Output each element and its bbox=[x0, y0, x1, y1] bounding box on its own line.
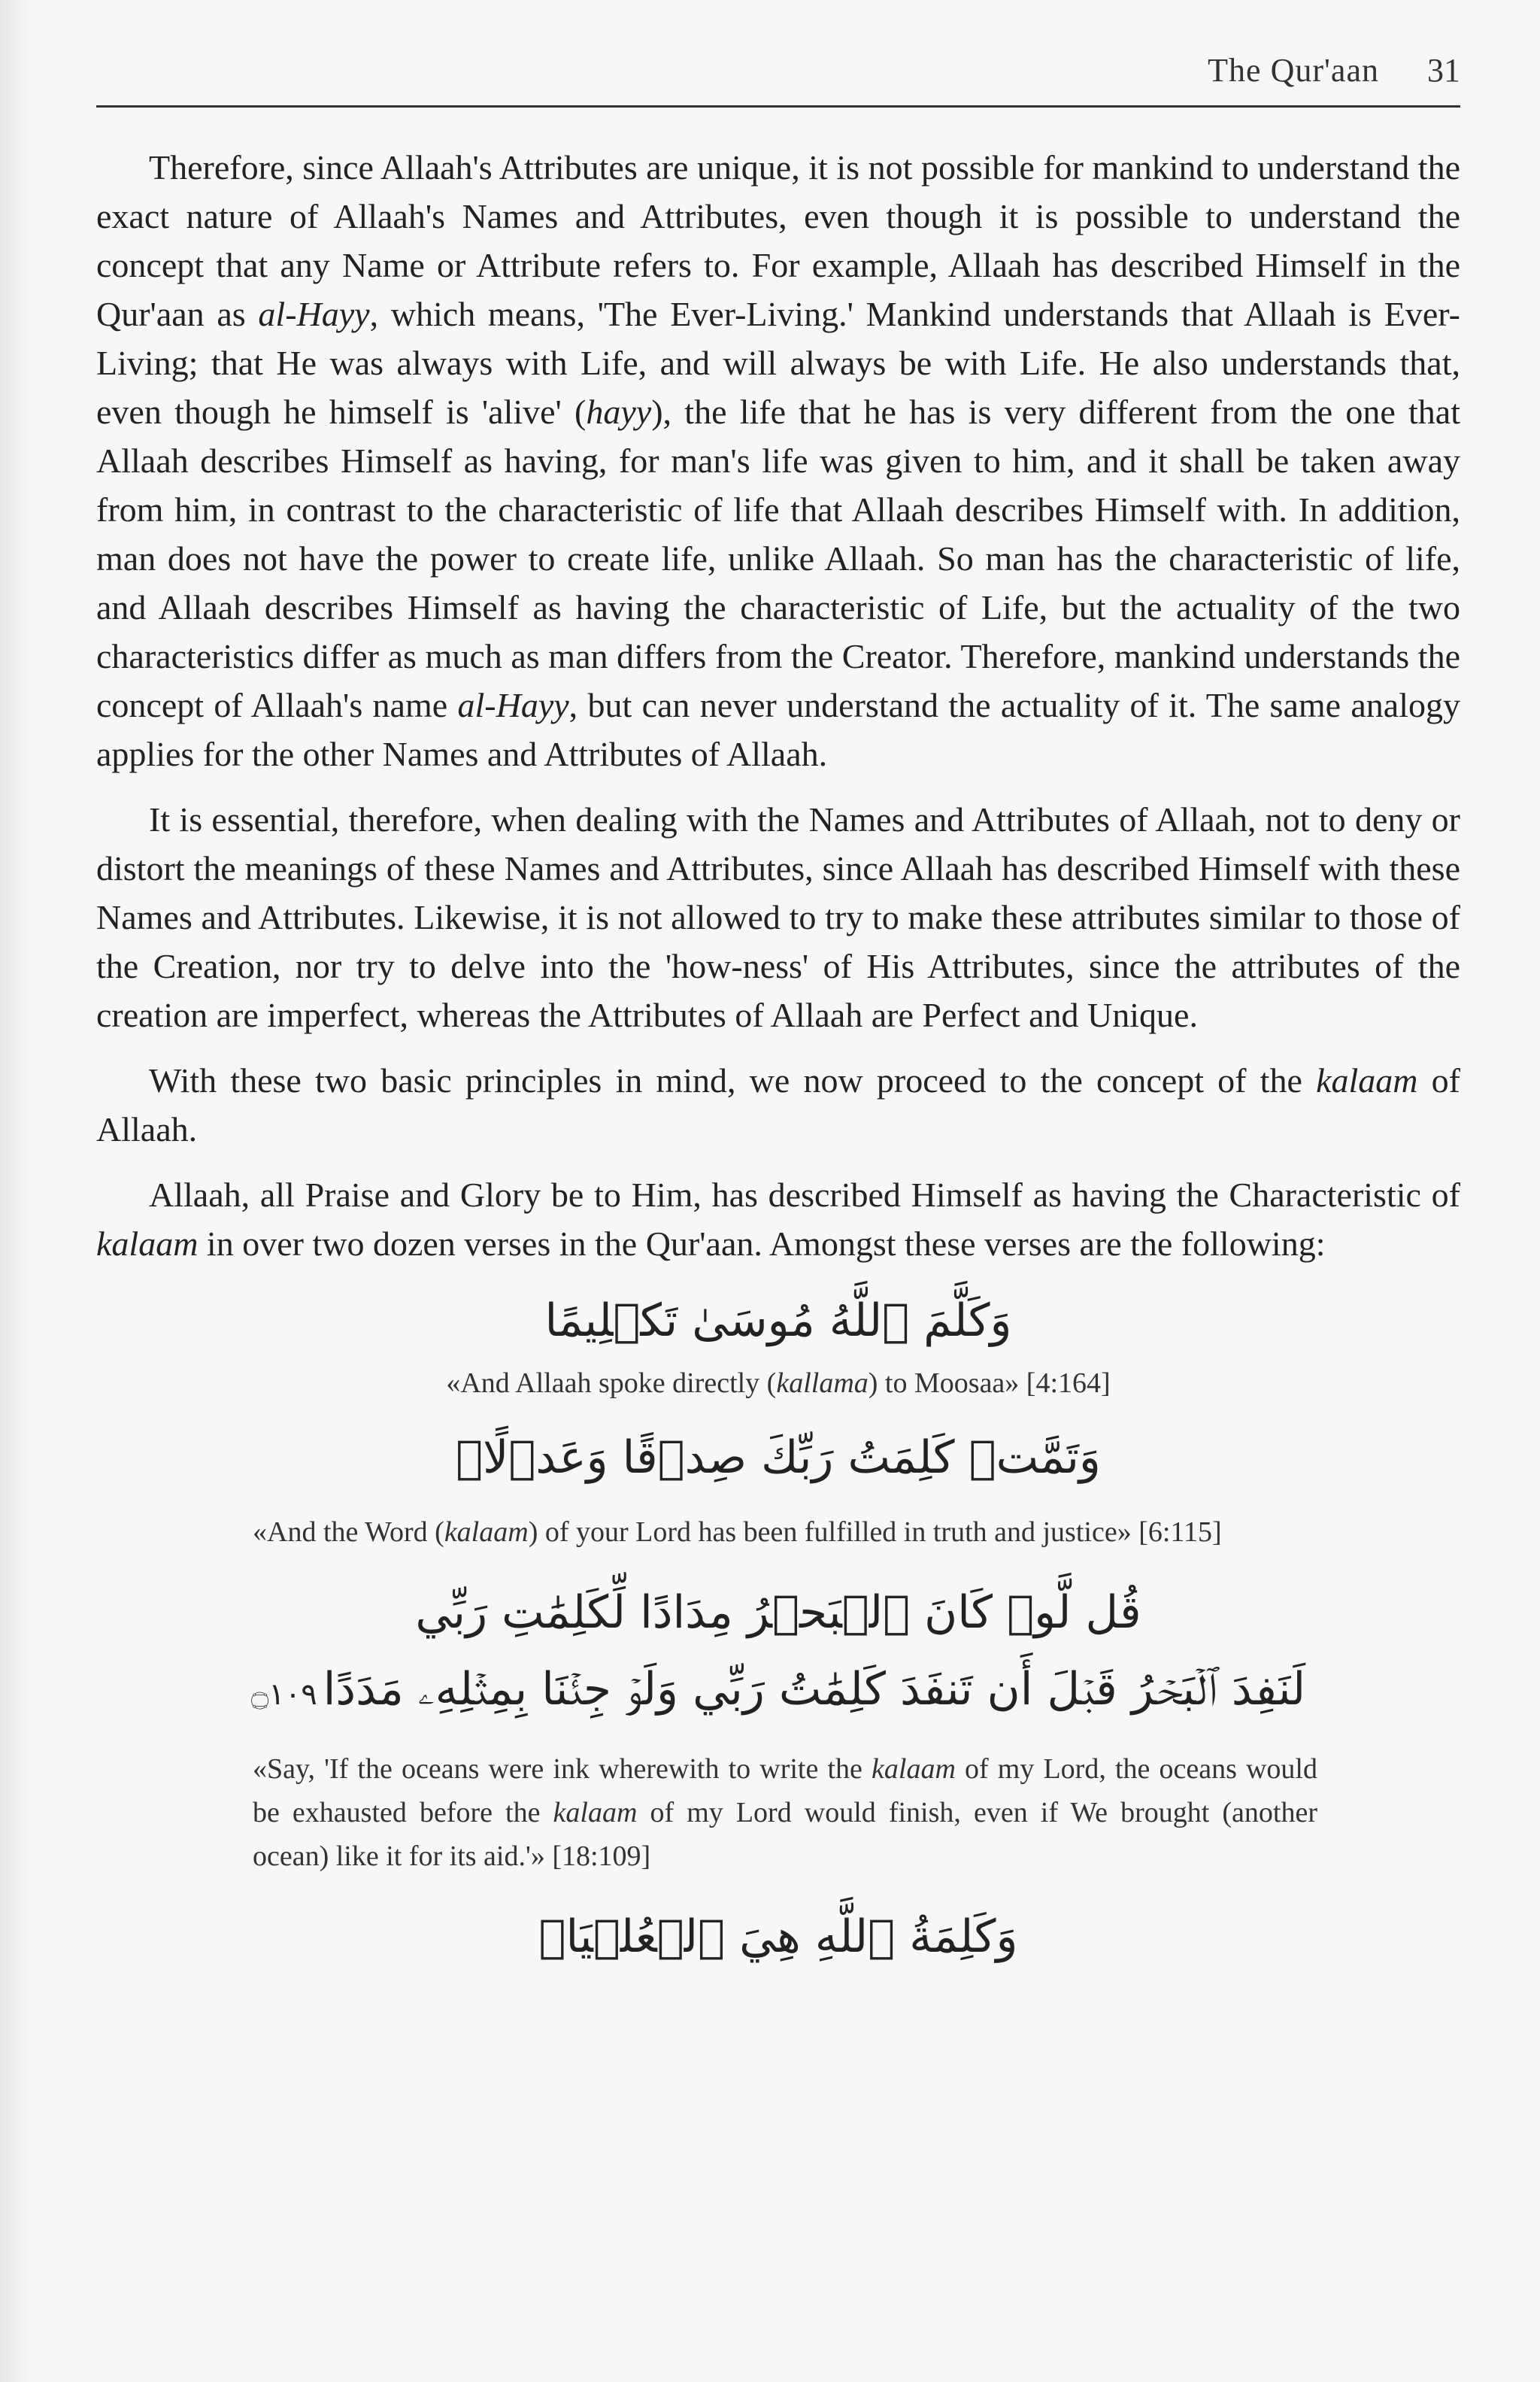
italic-term: kalaam bbox=[1316, 1061, 1418, 1100]
italic-term: al-Hayy bbox=[258, 295, 370, 333]
arabic-verse-4-164: وَكَلَّمَ ٱللَّهُ مُوسَىٰ تَكۡلِيمًا bbox=[544, 1294, 1012, 1347]
text-run: «And Allaah spoke directly ( bbox=[446, 1367, 777, 1399]
text-run: of my Lord would finish, even if We brought (another ocean) like it for its aid.'» [18:109] bbox=[253, 1797, 1317, 1872]
text-run: in over two dozen verses in the Qur'aan. Amongst these verses are the following: bbox=[198, 1224, 1326, 1263]
text-run: It is essential, therefore, when dealing with the Names and Attributes of Allaah, not to deny or distort the meanings of these Names and Attributes, since Allaah has described Himself with these Names and Attributes. Likewise, it is not allowed to try to make these attributes similar to those of the Creation, nor try to delve into the 'how-ness' of His Attributes, since the attributes of the creation are imperfect, whereas the Attributes of Allaah are Perfect and Unique. bbox=[96, 800, 1460, 1034]
paragraph-2 bbox=[96, 795, 1460, 1039]
arabic-verse-18-109-line-2 bbox=[96, 1653, 1460, 1731]
text-run: of Allaah. bbox=[96, 1061, 1460, 1149]
translation-6-115 bbox=[253, 1510, 1317, 1554]
text-run: ), the life that he has is very different from the one that Allaah describes Himself as having, for man's life was given to him, and it shall be taken away from him, in contrast to the characteristic of life that Allaah describes Himself with. In addition, man does not have the power to create life, unlike Allaah. So man has the characteristic of life, and Allaah describes Himself as having the characteristic of Life, but the actuality of the two characteristics differ as much as man differs from the Creator. Therefore, mankind understands the concept of Allaah's name bbox=[96, 393, 1461, 724]
page-number: 31 bbox=[1427, 52, 1460, 89]
arabic-verse-6-115: وَتَمَّتۡ كَلِمَتُ رَبِّكَ صِدۡقًا وَعَدۡلًاۚ bbox=[456, 1431, 1101, 1484]
arabic-verse-18-109-line-1: قُل لَّوۡ كَانَ ٱلۡبَحۡرُ مِدَادًا لِّكَلِمَٰتِ رَبِّي bbox=[415, 1586, 1141, 1639]
header-title: The Qur'aan bbox=[1208, 52, 1379, 89]
arabic-verse-9-40: وَكَلِمَةُ ٱللَّهِ هِيَ ٱلۡعُلۡيَاۗ bbox=[538, 1910, 1018, 1963]
running-header bbox=[96, 51, 1460, 108]
text-run: «And the Word ( bbox=[253, 1516, 444, 1548]
arabic-text: لَنَفِدَ ٱلۡبَحۡرُ قَبۡلَ أَن تَنفَدَ كَلِمَٰتُ رَبِّي وَلَوۡ جِئۡنَا بِمِثۡلِهِۦ مَدَدًا bbox=[323, 1663, 1306, 1716]
italic-term: kalaam bbox=[444, 1516, 529, 1548]
text-run: , but can never understand the actuality of it. The same analogy applies for the other Names and Attributes of Allaah. bbox=[96, 686, 1460, 773]
paragraph-3 bbox=[96, 1056, 1460, 1154]
paragraph-1 bbox=[96, 143, 1460, 778]
italic-term: kallama bbox=[776, 1367, 869, 1399]
text-run: of my Lord, the oceans would be exhausted before the bbox=[253, 1753, 1317, 1828]
italic-term: kalaam bbox=[872, 1753, 956, 1785]
text-run: «Say, 'If the oceans were ink wherewith to write the bbox=[253, 1753, 872, 1785]
text-run: Therefore, since Allaah's Attributes are unique, it is not possible for mankind to understand the exact nature of Allaah's Names and Attributes, even though it is possible to understand the concept that any Name or Attribute refers to. For example, Allaah has described Himself in the Qur'aan as bbox=[96, 148, 1460, 333]
page-body bbox=[96, 143, 1460, 1977]
translation-18-109 bbox=[253, 1747, 1317, 1878]
text-run: , which means, 'The Ever-Living.' Mankind understands that Allaah is Ever-Living; that He was always with Life, and will always be with Life. He also understands that, even though he himself is 'alive' ( bbox=[96, 295, 1460, 431]
text-run: ) of your Lord has been fulfilled in truth and justice» [6:115] bbox=[528, 1516, 1222, 1548]
text-run: ) to Moosaa» [4:164] bbox=[868, 1367, 1111, 1399]
translation-4-164 bbox=[96, 1361, 1460, 1405]
text-run: With these two basic principles in mind, we now proceed to the concept of the bbox=[149, 1061, 1317, 1100]
verse-end-mark-icon: ۝١٠٩ bbox=[250, 1677, 317, 1712]
italic-term: kalaam bbox=[96, 1224, 199, 1263]
italic-term: al-Hayy bbox=[457, 686, 569, 724]
italic-term: hayy bbox=[586, 393, 652, 431]
paragraph-4 bbox=[96, 1170, 1460, 1268]
book-gutter-shadow bbox=[0, 0, 30, 2382]
italic-term: kalaam bbox=[553, 1797, 638, 1828]
text-run: Allaah, all Praise and Glory be to Him, has described Himself as having the Characteristic of bbox=[149, 1176, 1460, 1214]
